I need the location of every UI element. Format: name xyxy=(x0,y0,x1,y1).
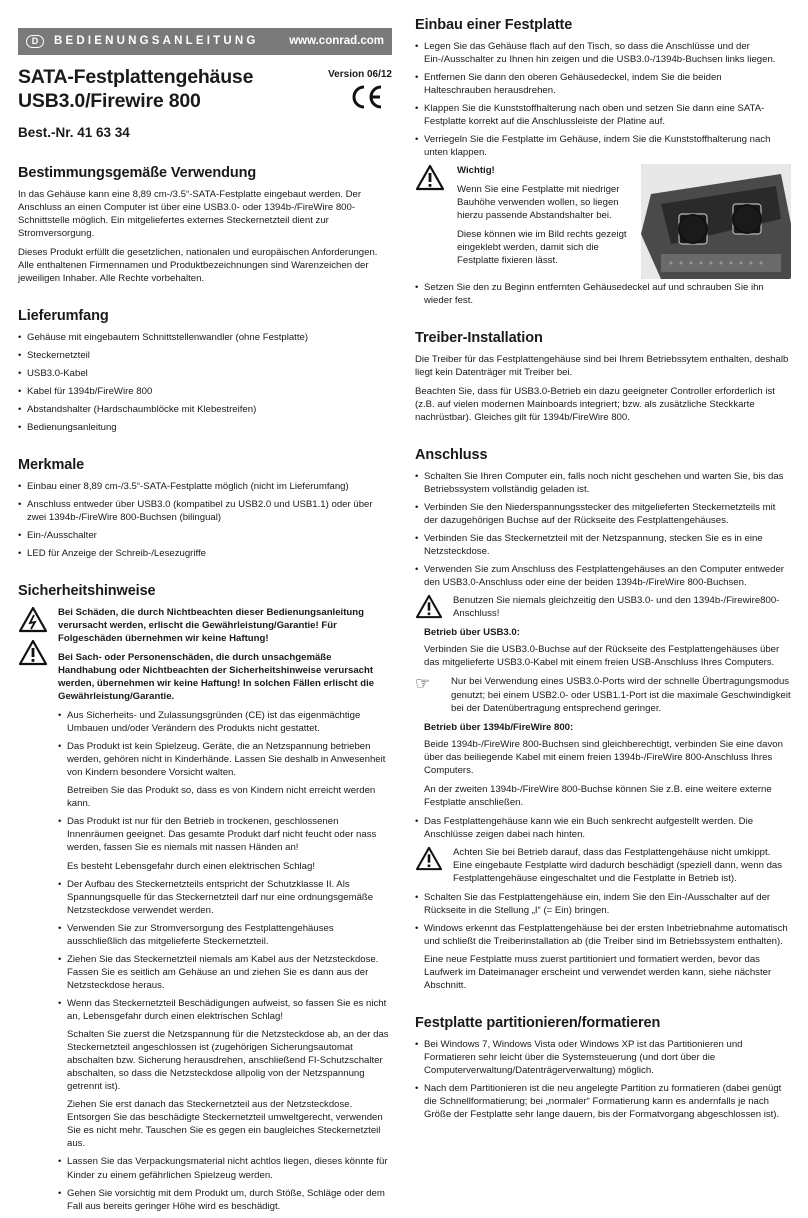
firewire-paragraph-1: Beide 1394b-/FireWire 800-Buchsen sind gleichberechtigt, verbinden Sie eine davon über das beiliegende Kabel mit einem freien 1394b-/FireWire 800-Anschluss Ihres Computers. xyxy=(415,738,791,777)
connect-heading: Anschluss xyxy=(415,446,791,466)
left-flow xyxy=(18,142,392,1218)
firewire-paragraph-2: An der zweiten 1394b-/FireWire 800-Buchse können Sie z.B. eine weitere externe Festplatte anschließen. xyxy=(415,783,791,809)
list-item: • USB3.0-Kabel xyxy=(18,367,392,380)
list-item: • Setzen Sie den zu Beginn entfernten Gehäusedeckel auf und schrauben Sie ihn wieder fest. xyxy=(415,281,791,307)
list-item: • Klappen Sie die Kunststoffhalterung nach oben und setzen Sie dann eine SATA-Festplatte korrekt auf die Anschlussleiste der Platine auf. xyxy=(415,102,791,128)
safety-warning-2: Bei Sach- oder Personenschäden, die durch unsachgemäße Handhabung oder Nichtbeachten der Sicherheitshinweise verursacht werden, übernehmen wir keine Haftung! In solchen Fällen erlischt die Gewährleistung/Garantie. xyxy=(58,651,392,703)
use-paragraph-1: In das Gehäuse kann eine 8,89 cm-/3.5“-SATA-Festplatte eingebaut werden. Der Anschluss an einen Computer ist über eine USB3.0- oder 1394b-/FireWire 800-Schnittstelle möglich. Ein mitgeliefertes externes Steckernetzteil dient zur Stromversorgung. xyxy=(18,188,392,240)
list-item: • Gehäuse mit eingebautem Schnittstellenwandler (ohne Festplatte) xyxy=(18,331,392,344)
safety-heading: Sicherheitshinweise xyxy=(18,582,392,602)
enclosure-photo-image xyxy=(641,164,791,279)
list-item: • Ziehen Sie das Steckernetzteil niemals am Kabel aus der Netzsteckdose. Fassen Sie es seitlich am Gehäuse an und ziehen Sie es dann aus der Netzsteckdose heraus. xyxy=(58,953,392,992)
list-item: • Verwenden Sie zum Anschluss des Festplattengehäuses an den Computer entweder den USB3.0-Anschluss oder eine der beiden 1394b-/FireWire 800-Buchsen. xyxy=(415,563,791,589)
connect-warning-2: Achten Sie bei Betrieb darauf, dass das Festplattengehäuse nicht umkippt. Eine eingebaute Festplatte wird dadurch beschädigt (speziell dann, wenn das Festplattengehäuse eingeschaltet und die Festplatte in Betrieb ist). xyxy=(415,846,791,885)
list-item: • Das Produkt ist nur für den Betrieb in trockenen, geschlossenen Innenräumen geeignet. Das gesamte Produkt darf nicht feucht oder nass werden, fassen Sie es niemals mit nassen Händen an! Es besteht Lebensgefahr durch einen elektrischen Schlag! xyxy=(58,815,392,872)
list-item: • Das Produkt ist kein Spielzeug. Geräte, die an Netzspannung betrieben werden, gehören nicht in Kinderhände. Lassen Sie deshalb in Anwesenheit von Kindern besondere Vorsicht walten. Betreiben Sie das Produkt so, dass es von Kindern nicht erreicht werden kann. xyxy=(58,740,392,810)
product-title-line1: SATA-Festplattengehäuse xyxy=(18,66,318,90)
list-item: • Verriegeln Sie die Festplatte im Gehäuse, indem Sie die Kunststoffhalterung nach unten klappen. xyxy=(415,133,791,159)
order-number: Best.-Nr. 41 63 34 xyxy=(18,124,130,142)
list-item: • Windows erkennt das Festplattengehäuse bei der ersten Inbetriebnahme automatisch und schließt die Treiberinstallation ab (die Treiber sind im Betriebssystem enthalten). Eine neue Festplatte muss zuerst partitioniert und formatiert werden, bevor das Laufwerk im Dateimanager erscheint und verwendet werden kann, siehe nächster Abschnitt. xyxy=(415,922,791,992)
warning-icon xyxy=(415,846,443,871)
header-bar xyxy=(18,28,392,55)
ce-mark-icon xyxy=(350,84,384,110)
important-paragraph-1: Wenn Sie eine Festplatte mit niedriger Bauhöhe verwenden wollen, so liegen hierzu passende Abstandshalter bei. xyxy=(457,183,633,222)
install-list-end xyxy=(415,281,791,307)
important-paragraph-2: Diese können wie im Bild rechts gezeigt eingeklebt werden, damit sich die Festplatte fixieren lässt. xyxy=(457,228,633,267)
partition-heading: Festplatte partitionieren/formatieren xyxy=(415,1014,791,1034)
list-item: • Wenn das Steckernetzteil Beschädigungen aufweist, so fassen Sie es nicht an, Lebensgefahr durch einen elektrischen Schlag! Schalten Sie zuerst die Netzspannung für die Netzsteckdose ab, an der das Steckernetzteil angeschlossen ist (zugehörigen Sicherungsautomat abschalten bzw. Sicherung herausdrehen, anschließend FI-Schutzschalter abschalten, so dass die Netzsteckdose allpolig von der Netzspannung getrennt ist). Ziehen Sie erst danach das Steckernetzteil aus der Netzsteckdose. Entsorgen Sie das beschädigte Steckernetzteil umweltgerecht, verwenden Sie es nicht mehr. Tauschen Sie es gegen ein baugleiches Steckernetzteil aus. xyxy=(58,997,392,1151)
list-item: • Bedienungsanleitung xyxy=(18,421,392,434)
pointing-hand-icon: ☞ xyxy=(415,675,441,692)
list-item: • Bei Windows 7, Windows Vista oder Windows XP ist das Partitionieren und Formatieren sehr leicht über die Systemsteuerung (und dort über die Computerverwaltung/Datenträgerverwaltung) möglich. xyxy=(415,1038,791,1077)
driver-paragraph-2: Beachten Sie, dass für USB3.0-Betrieb ein dazu geeigneter Controller erforderlich ist (z.B. auf vielen modernen Mainboards integriert; bzw. als zusätzliche Steckkarte nachrüstbar). Gleiches gilt für 1394b/FireWire 800. xyxy=(415,385,791,424)
version-label: Version 06/12 xyxy=(328,68,392,82)
important-label: Wichtig! xyxy=(457,164,633,177)
scope-heading: Lieferumfang xyxy=(18,307,392,327)
list-item: • Legen Sie das Gehäuse flach auf den Tisch, so dass die Anschlüsse und der Ein-/Ausschalter zu Ihnen hin zeigen und die USB3.0-/1394b-Buchsen links liegen. xyxy=(415,40,791,66)
list-item: • Einbau einer 8,89 cm-/3.5“-SATA-Festplatte möglich (nicht im Lieferumfang) xyxy=(18,480,392,493)
list-item: • Lassen Sie das Verpackungsmaterial nicht achtlos liegen, dieses könnte für Kinder zu einem gefährlichen Spielzeug werden. xyxy=(58,1155,392,1181)
list-item: • Entfernen Sie dann den oberen Gehäusedeckel, indem Sie die beiden Halteschrauben herausdrehen. xyxy=(415,71,791,97)
list-item: • Aus Sicherheits- und Zulassungsgründen (CE) ist das eigenmächtige Umbauen und/oder Verändern des Produkts nicht gestattet. xyxy=(58,709,392,735)
connect-list-3 xyxy=(415,891,791,992)
product-title-line2: USB3.0/Firewire 800 xyxy=(18,90,318,114)
install-heading: Einbau einer Festplatte xyxy=(415,16,791,36)
list-item: • Ein-/Ausschalter xyxy=(18,529,392,542)
header-title: BEDIENUNGSANLEITUNG xyxy=(54,34,259,50)
use-heading: Bestimmungsgemäße Verwendung xyxy=(18,164,392,184)
product-title xyxy=(18,66,318,114)
list-item: • Der Aufbau des Steckernetzteils entspricht der Schutzklasse II. Als Spannungsquelle für das Steckernetzteil darf nur eine ordnungsgemäße Netzsteckdose verwendet werden. xyxy=(58,878,392,917)
safety-warning-block xyxy=(18,606,392,1218)
list-item: • Nach dem Partitionieren ist die neu angelegte Partition zu formatieren (dabei genügt die Schnellformatierung; bei „normaler“ Formatierung kann es andernfalls je nach Größe der Festplatte sehr lange dauern, bis der Formatvorgang abgeschlossen ist). xyxy=(415,1082,791,1121)
connect-warning-1: Benutzen Sie niemals gleichzeitig den USB3.0- und den 1394b-/Firewire800-Anschluss! xyxy=(415,594,791,620)
list-item: • Das Festplattengehäuse kann wie ein Buch senkrecht aufgestellt werden. Die Anschlüsse zeigen dabei nach hinten. xyxy=(415,815,791,841)
warning-icon xyxy=(415,594,443,619)
electric-warning-icon xyxy=(18,606,48,633)
list-item: • Schalten Sie das Festplattengehäuse ein, indem Sie den Ein-/Ausschalter auf der Rückseite in die Stellung „I“ (= Ein) bringen. xyxy=(415,891,791,917)
safety-list xyxy=(58,709,392,1213)
header-url[interactable]: www.conrad.com xyxy=(289,34,384,50)
firewire-heading: Betrieb über 1394b/FireWire 800: xyxy=(424,721,791,734)
connect-list-2 xyxy=(415,815,791,841)
usb-note: ☞ Nur bei Verwendung eines USB3.0-Ports wird der schnelle Übertragungsmodus genutzt; bei einem USB2.0- oder USB1.1-Port ist die maximale Geschwindigkeit bei der Datenübertragung entsprechend geringer. xyxy=(415,675,791,714)
scope-list xyxy=(18,331,392,434)
list-item: • Steckernetzteil xyxy=(18,349,392,362)
list-item: • Abstandshalter (Hardschaumblöcke mit Klebestreifen) xyxy=(18,403,392,416)
list-item: • Kabel für 1394b/FireWire 800 xyxy=(18,385,392,398)
list-item: • Schalten Sie Ihren Computer ein, falls noch nicht geschehen und warten Sie, bis das Betriebssystem vollständig geladen ist. xyxy=(415,470,791,496)
important-note xyxy=(415,164,791,279)
features-heading: Merkmale xyxy=(18,456,392,476)
use-paragraph-2: Dieses Produkt erfüllt die gesetzlichen, nationalen und europäischen Anforderungen. Alle enthaltenen Firmennamen und Produktbezeichnungen sind Warenzeichen der jeweiligen Inhaber. Alle Rechte vorbehalten. xyxy=(18,246,392,285)
left-column xyxy=(18,0,392,1157)
list-item: • Verbinden Sie den Niederspannungsstecker des mitgelieferten Steckernetzteils mit der dazugehörigen Buchse auf der Rückseite des Festplattengehäuses. xyxy=(415,501,791,527)
partition-list xyxy=(415,1038,791,1121)
list-item: • LED für Anzeige der Schreib-/Lesezugriffe xyxy=(18,547,392,560)
list-item: • Gehen Sie vorsichtig mit dem Produkt um, durch Stöße, Schläge oder dem Fall aus bereits geringer Höhe wird es beschädigt. xyxy=(58,1187,392,1213)
right-column xyxy=(415,0,791,1157)
usb-heading: Betrieb über USB3.0: xyxy=(424,626,791,639)
safety-warning-1: Bei Schäden, die durch Nichtbeachten dieser Bedienungsanleitung verursacht werden, erlischt die Gewährleistung/Garantie! Für Folgeschäden übernehmen wir keine Haftung! xyxy=(58,606,392,645)
features-list xyxy=(18,480,392,560)
connect-list xyxy=(415,470,791,589)
right-flow xyxy=(415,0,791,1126)
warning-icon xyxy=(18,639,48,666)
install-list xyxy=(415,40,791,159)
language-badge: D xyxy=(26,35,44,48)
list-item: • Verwenden Sie zur Stromversorgung des Festplattengehäuses ausschließlich das mitgelieferte Steckernetzteil. xyxy=(58,922,392,948)
spacer-photo xyxy=(641,164,791,279)
warning-icon xyxy=(415,164,445,191)
driver-paragraph-1: Die Treiber für das Festplattengehäuse sind bei Ihrem Betriebssytem enthalten, deshalb liegt kein Datenträger mit Treiber bei. xyxy=(415,353,791,379)
usb-paragraph: Verbinden Sie die USB3.0-Buchse auf der Rückseite des Festplattengehäuses über das mitgelieferte USB3.0-Kabel mit einem freien USB-Anschluss Ihres Computers. xyxy=(415,643,791,669)
list-item: • Verbinden Sie das Steckernetzteil mit der Netzspannung, stecken Sie es in eine Netzsteckdose. xyxy=(415,532,791,558)
driver-heading: Treiber-Installation xyxy=(415,329,791,349)
list-item: • Anschluss entweder über USB3.0 (kompatibel zu USB2.0 und USB1.1) oder über zwei 1394b-/FireWire 800-Buchsen (bilingual) xyxy=(18,498,392,524)
